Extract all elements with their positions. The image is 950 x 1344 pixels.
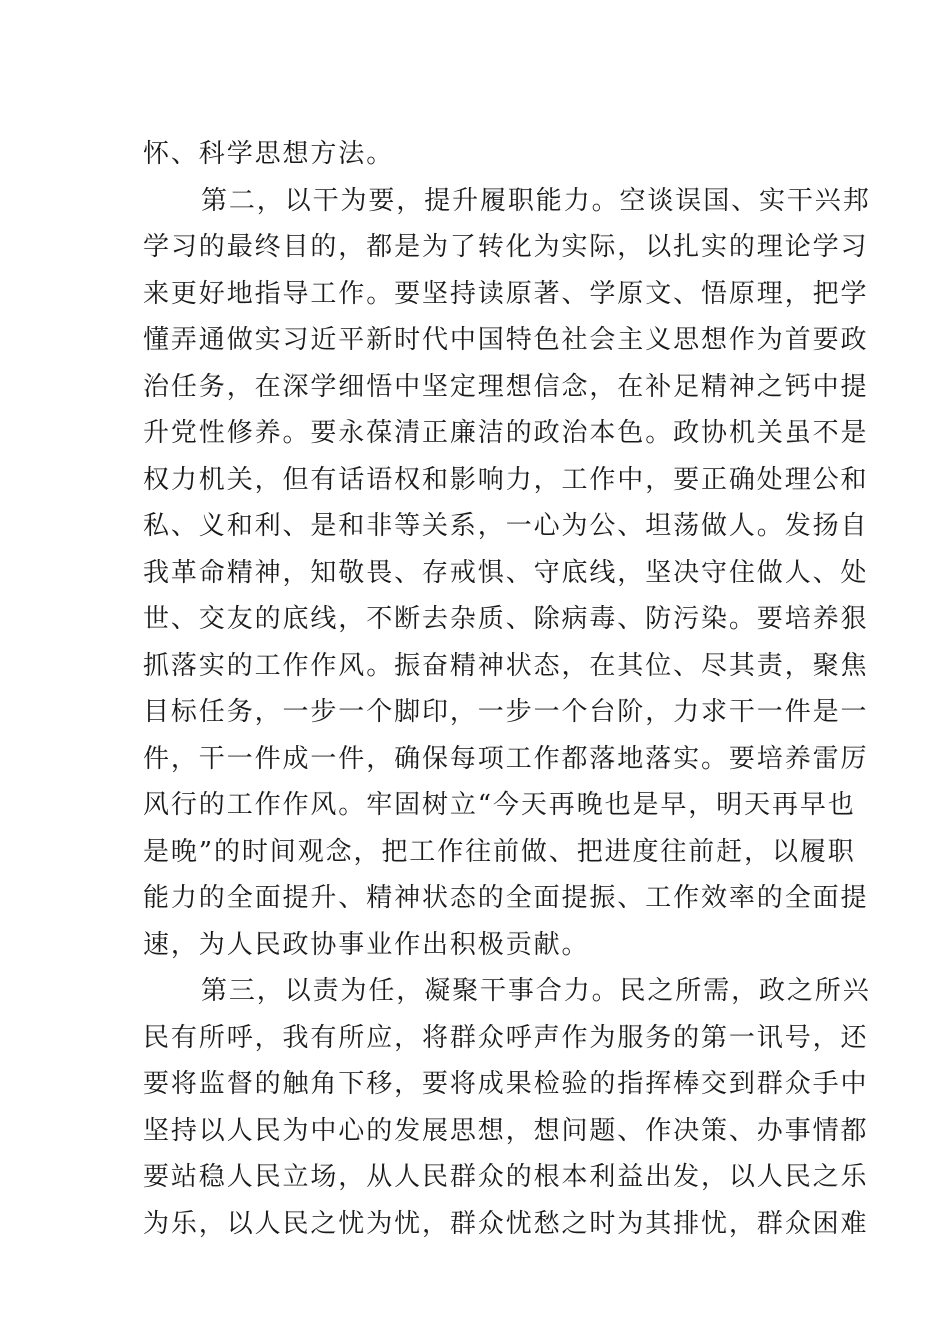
text-line: 升党性修养。要永葆清正廉洁的政治本色。政协机关虽不是 <box>143 418 869 448</box>
text-line: 风行的工作作风。牢固树立“今天再晚也是早，明天再早也 <box>143 790 856 820</box>
text-line: 世、交友的底线，不断去杂质、除病毒、防污染。要培养狠 <box>143 604 869 634</box>
text-line: 我革命精神，知敬畏、存戒惧、守底线，坚决守住做人、处 <box>143 557 869 588</box>
text-line: 学习的最终目的，都是为了转化为实际，以扎实的理论学习 <box>143 232 869 262</box>
body-text <box>143 131 871 1247</box>
text-line: 目标任务，一步一个脚印，一步一个台阶，力求干一件是一 <box>143 697 869 727</box>
text-line: 来更好地指导工作。要坚持读原著、学原文、悟原理，把学 <box>143 278 869 309</box>
text-line: 坚持以人民为中心的发展思想，想问题、作决策、办事情都 <box>143 1115 869 1146</box>
text-line: 权力机关，但有话语权和影响力，工作中，要正确处理公和 <box>143 464 869 495</box>
text-line: 速，为人民政协事业作出积极贡献。 <box>143 929 590 960</box>
text-line: 是晚”的时间观念，把工作往前做、把进度往前赶，以履职 <box>143 836 856 867</box>
text-line: 要将监督的触角下移，要将成果检验的指挥棒交到群众手中 <box>143 1069 869 1099</box>
text-line: 能力的全面提升、精神状态的全面提振、工作效率的全面提 <box>143 883 869 913</box>
text-line: 私、义和利、是和非等关系，一心为公、坦荡做人。发扬自 <box>143 511 869 541</box>
text-line: 要站稳人民立场，从人民群众的根本利益出发，以人民之乐 <box>143 1162 869 1192</box>
text-line: 抓落实的工作作风。振奋精神状态，在其位、尽其责，聚焦 <box>143 650 869 681</box>
paragraph-start-line: 第二，以干为要，提升履职能力。空谈误国、实干兴邦 <box>201 185 871 216</box>
text-line: 懂弄通做实习近平新时代中国特色社会主义思想作为首要政 <box>143 325 869 355</box>
text-line: 怀、科学思想方法。 <box>143 139 395 169</box>
paragraph-start-line: 第三，以责为任，凝聚干事合力。民之所需，政之所兴 <box>201 976 871 1006</box>
text-line: 治任务，在深学细悟中坚定理想信念，在补足精神之钙中提 <box>143 371 869 402</box>
text-line: 件，干一件成一件，确保每项工作都落地落实。要培养雷厉 <box>143 743 869 774</box>
text-line: 为乐，以人民之忧为忧，群众忧愁之时为其排忧，群众困难 <box>143 1208 869 1239</box>
text-line: 民有所呼，我有所应，将群众呼声作为服务的第一讯号，还 <box>143 1022 869 1053</box>
